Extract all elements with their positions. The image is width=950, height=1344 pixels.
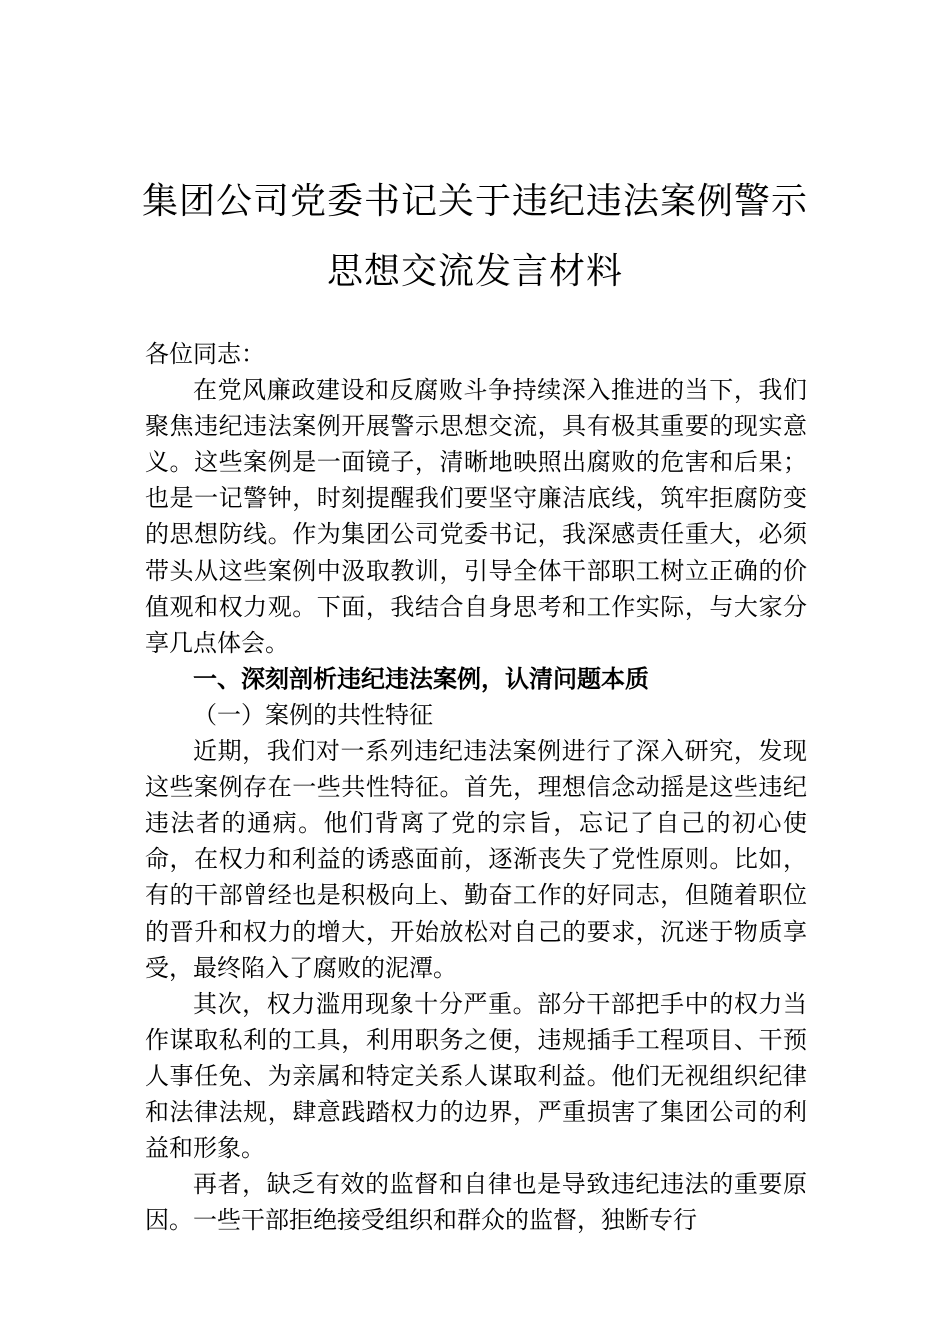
intro-paragraph: 在党风廉政建设和反腐败斗争持续深入推进的当下，我们聚焦违纪违法案例开展警示思想交流，具有极其重要的现实意义。这些案例是一面镜子，清晰地映照出腐败的危害和后果；也是一记警钟，时刻提醒我们要坚守廉洁底线，筑牢拒腐防变的思想防线。作为集团公司党委书记，我深感责任重大，必须带头从这些案例中汲取教训，引导全体干部职工树立正确的价值观和权力观。下面，我结合自身思考和工作实际，与大家分享几点体会。 — [145, 376, 807, 657]
subsection-heading: （一）案例的共性特征 — [193, 700, 433, 729]
document-body — [145, 336, 807, 1238]
document-title-line1: 集团公司党委书记关于违纪违法案例警示 — [141, 181, 808, 222]
section-heading: 一、深刻剖析违纪违法案例，认清问题本质 — [193, 664, 649, 693]
body-paragraph-1: 近期，我们对一系列违纪违法案例进行了深入研究，发现这些案例存在一些共性特征。首先，理想信念动摇是这些违纪违法者的通病。他们背离了党的宗旨，忘记了自己的初心使命，在权力和利益的诱惑面前，逐渐丧失了党性原则。比如，有的干部曾经也是积极向上、勤奋工作的好同志，但随着职位的晋升和权力的增大，开始放松对自己的要求，沉迷于物质享受，最终陷入了腐败的泥潭。 — [145, 737, 807, 982]
body-paragraph-2: 其次，权力滥用现象十分严重。部分干部把手中的权力当作谋取私利的工具，利用职务之便，违规插手工程项目、干预人事任免、为亲属和特定关系人谋取利益。他们无视组织纪律和法律法规，肆意践踏权力的边界，严重损害了集团公司的利益和形象。 — [145, 989, 807, 1163]
body-paragraph-3: 再者，缺乏有效的监督和自律也是导致违纪违法的重要原因。一些干部拒绝接受组织和群众的监督，独断专行 — [145, 1170, 807, 1235]
document-title-line2: 思想交流发言材料 — [326, 251, 623, 292]
salutation: 各位同志： — [145, 340, 265, 368]
